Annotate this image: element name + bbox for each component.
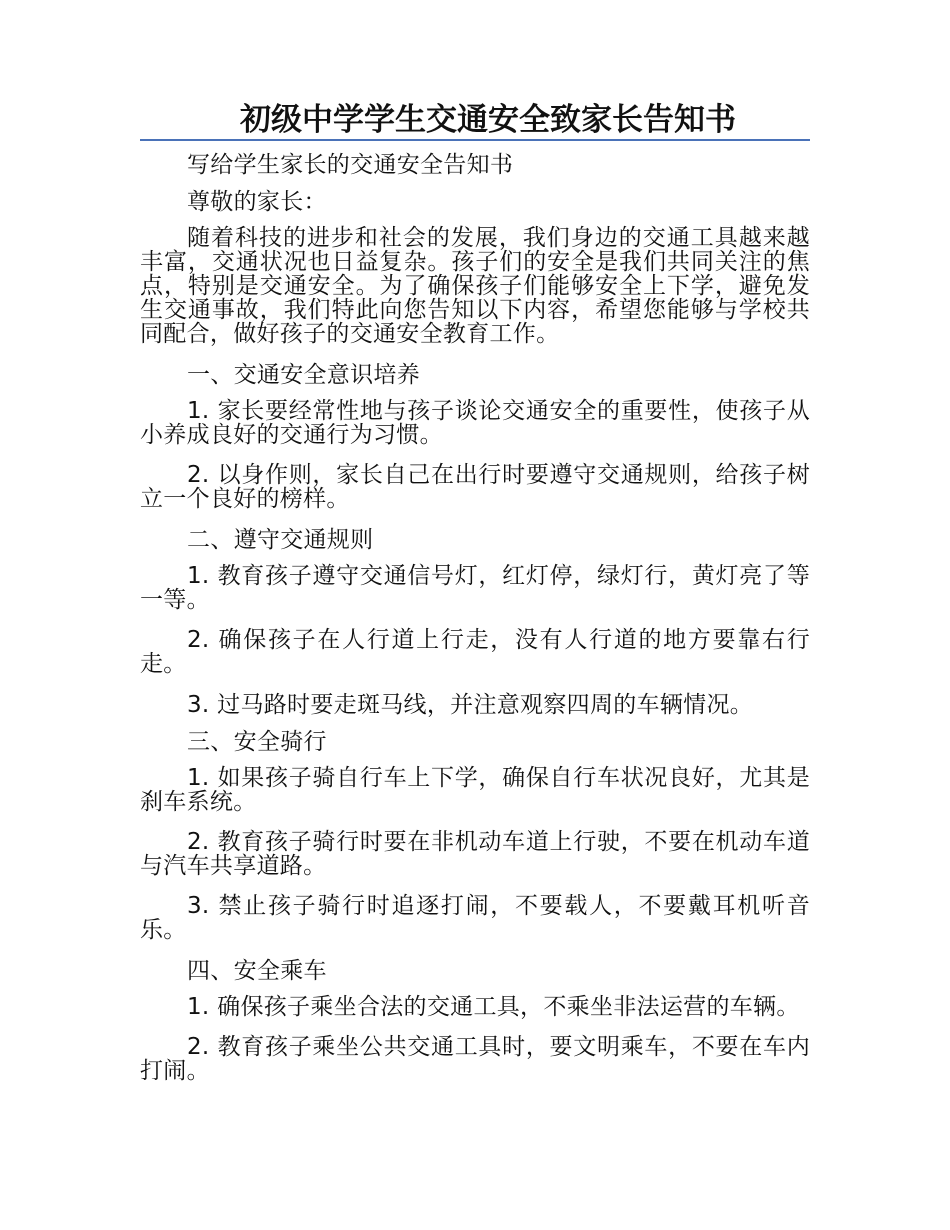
list-item: 2. 以身作则，家长自己在出行时要遵守交通规则，给孩子树立一个良好的榜样。 bbox=[140, 462, 810, 512]
list-item: 1. 如果孩子骑自行车上下学，确保自行车状况良好，尤其是刹车系统。 bbox=[140, 765, 810, 815]
section-heading: 二、遵守交通规则 bbox=[187, 527, 374, 553]
list-item: 3. 禁止孩子骑行时追逐打闹，不要载人，不要戴耳机听音乐。 bbox=[140, 893, 810, 943]
list-item: 1. 家长要经常性地与孩子谈论交通安全的重要性，使孩子从小养成良好的交通行为习惯。 bbox=[140, 398, 810, 448]
list-item: 3. 过马路时要走斑马线，并注意观察四周的车辆情况。 bbox=[187, 692, 754, 718]
document-body bbox=[140, 152, 810, 1099]
list-item: 2. 确保孩子在人行道上行走，没有人行道的地方要靠右行走。 bbox=[140, 627, 810, 677]
title-underline bbox=[140, 139, 810, 141]
list-item: 1. 教育孩子遵守交通信号灯，红灯停，绿灯行，黄灯亮了等一等。 bbox=[140, 563, 810, 613]
subtitle: 写给学生家长的交通安全告知书 bbox=[187, 152, 514, 178]
document-title: 初级中学学生交通安全致家长告知书 bbox=[240, 102, 736, 138]
section-heading: 一、交通安全意识培养 bbox=[187, 362, 420, 388]
intro-paragraph: 随着科技的进步和社会的发展，我们身边的交通工具越来越丰富，交通状况也日益复杂。孩子们的安全是我们共同关注的焦点，特别是交通安全。为了确保孩子们能够安全上下学，避免发生交通事故，我们特此向您告知以下内容，希望您能够与学校共同配合，做好孩子的交通安全教育工作。 bbox=[140, 225, 810, 347]
salutation: 尊敬的家长： bbox=[187, 189, 327, 215]
list-item: 2. 教育孩子乘坐公共交通工具时，要文明乘车，不要在车内打闹。 bbox=[140, 1034, 810, 1084]
section-heading: 三、安全骑行 bbox=[187, 729, 327, 755]
list-item: 2. 教育孩子骑行时要在非机动车道上行驶，不要在机动车道与汽车共享道路。 bbox=[140, 829, 810, 879]
section-heading: 四、安全乘车 bbox=[187, 958, 327, 984]
list-item: 1. 确保孩子乘坐合法的交通工具，不乘坐非法运营的车辆。 bbox=[187, 994, 800, 1020]
